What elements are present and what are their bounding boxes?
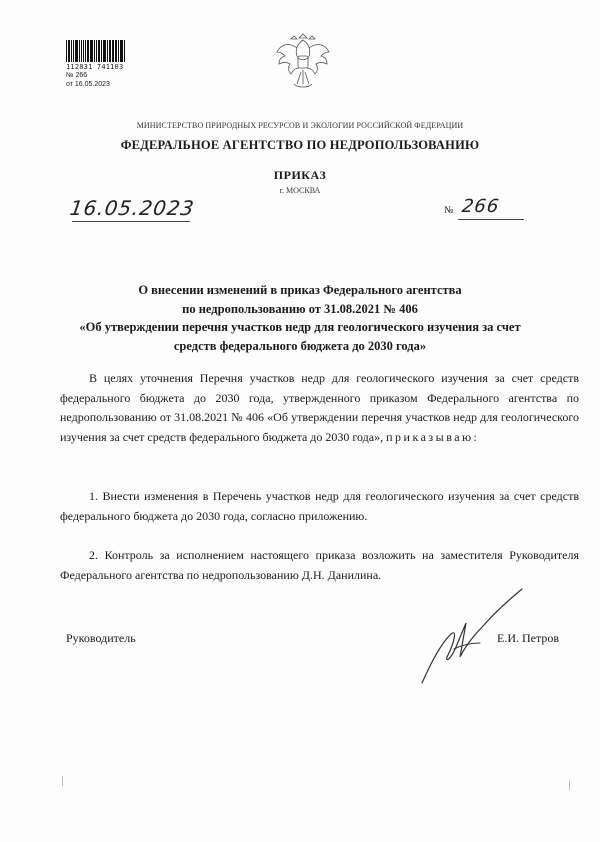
scan-mark bbox=[569, 780, 570, 790]
registration-stamp bbox=[66, 40, 128, 89]
number-underline bbox=[458, 219, 524, 220]
signer-title: Руководитель bbox=[66, 631, 136, 645]
handwritten-date: 16.05.2023 bbox=[68, 196, 197, 220]
signer-name: Е.И. Петров bbox=[497, 631, 560, 645]
order-word: приказываю: bbox=[386, 430, 480, 445]
registration-number: № 266 bbox=[66, 72, 88, 79]
paragraph-item-2: 2. Контроль за исполнением настоящего приказа возложить на заместителя Руководителя Федерального агентства по недропользованию Д.Н. Данилина. bbox=[60, 548, 579, 582]
title-line: «Об утверждении перечня участков недр для геологического изучения за счет bbox=[79, 320, 521, 334]
document-type: ПРИКАЗ bbox=[273, 168, 327, 182]
agency-name: ФЕДЕРАЛЬНОЕ АГЕНТСТВО ПО НЕДРОПОЛЬЗОВАНИЮ bbox=[120, 138, 480, 152]
document-title bbox=[60, 281, 540, 355]
preamble-text: В целях уточнения Перечня участков недр для геологического изучения за счет средств федерального бюджета до 2030 года, утвержденного приказом Федерального агентства по недропользованию от 31.08.2021 № 406 «Об утверждении перечня участков недр для геологического изучения за счет средств федерального бюджета до 2030 года», bbox=[60, 371, 579, 445]
paragraph-item-1: 1. Внести изменения в Перечень участков недр для геологического изучения за счет средств федерального бюджета до 2030 года, согласно приложению. bbox=[60, 489, 579, 523]
barcode-number: 112831 741103 bbox=[66, 63, 124, 71]
coat-of-arms-emblem bbox=[272, 26, 334, 96]
title-line: О внесении изменений в приказ Федерального агентства bbox=[138, 283, 462, 297]
paragraph-preamble bbox=[60, 369, 579, 448]
barcode bbox=[66, 40, 126, 62]
title-line: по недропользованию от 31.08.2021 № 406 bbox=[182, 301, 418, 316]
ministry-name: МИНИСТЕРСТВО ПРИРОДНЫХ РЕСУРСОВ И ЭКОЛОГИИ РОССИЙСКОЙ ФЕДЕРАЦИИ bbox=[136, 121, 464, 130]
registration-date: от 16.05.2023 bbox=[66, 81, 110, 88]
scan-mark bbox=[62, 776, 63, 786]
number-label: № bbox=[444, 205, 454, 216]
title-line: средств федерального бюджета до 2030 года» bbox=[173, 338, 427, 353]
city: г. МОСКВА bbox=[279, 186, 321, 195]
date-underline bbox=[72, 221, 190, 222]
handwritten-number: 266 bbox=[460, 196, 501, 217]
